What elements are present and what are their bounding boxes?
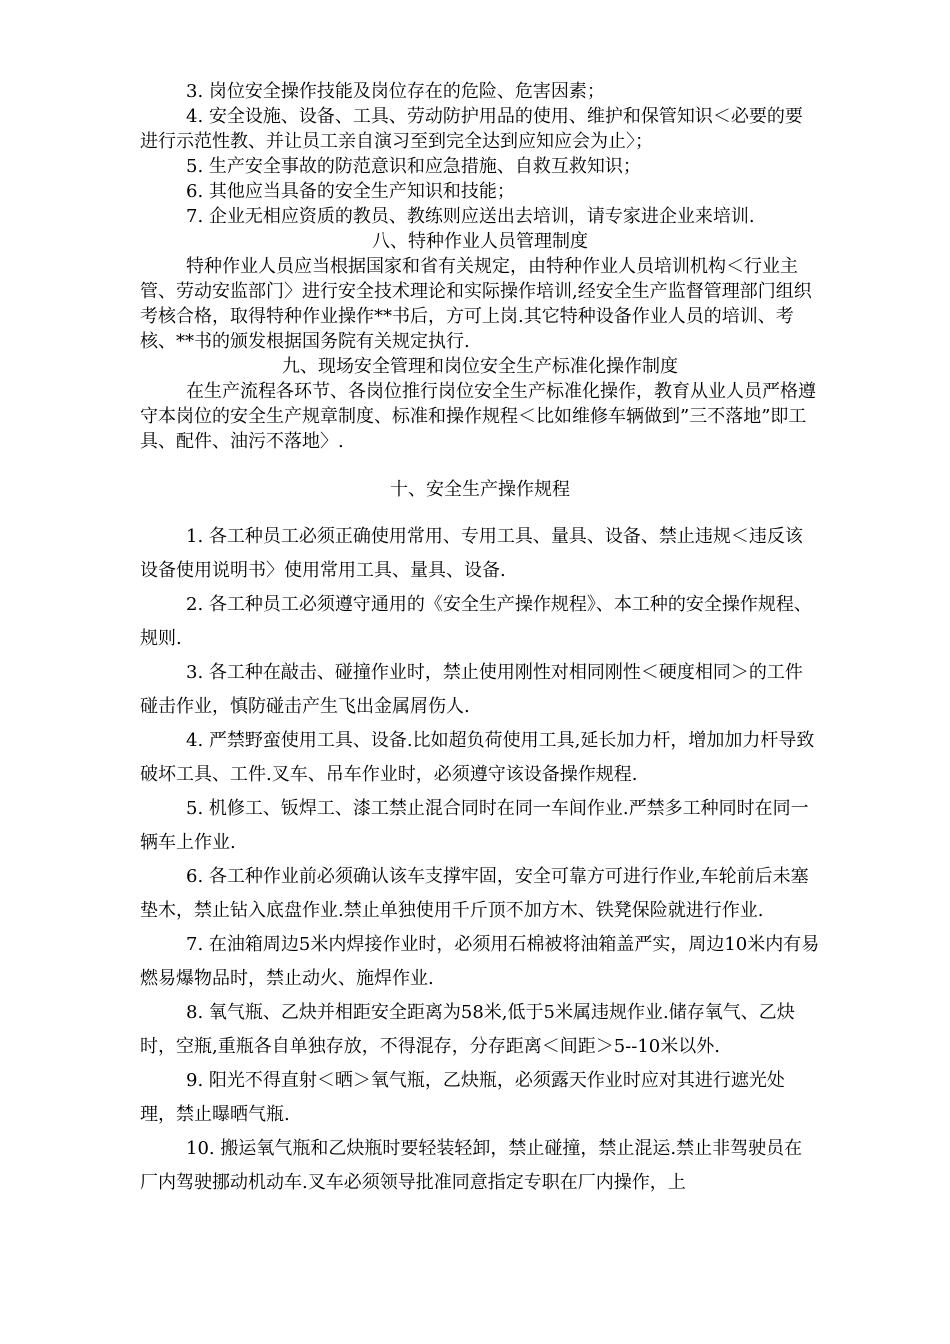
list-item: 8. 氧气瓶、乙炔并相距安全距离为58米,低于5米属违规作业.储存氧气、乙炔时，空瓶,重瓶各自单独存放，不得混存，分存距离＜间距＞5--10米以外.	[140, 1002, 795, 1057]
list-item: 2. 各工种员工必须遵守通用的《安全生产操作规程》、本工种的安全操作规程、规则.	[140, 594, 812, 649]
list-item: 3. 岗位安全操作技能及岗位存在的危险、危害因素；	[186, 81, 605, 102]
lower-text-block	[140, 473, 820, 1200]
list-item: 5. 生产安全事故的防范意识和应急措施、自救互救知识；	[186, 156, 641, 177]
list-item: 4. 严禁野蛮使用工具、设备.比如超负荷使用工具,延长加力杆，增加加力杆导致破坏工具、工件.叉车、吊车作业时，必须遵守该设备操作规程.	[140, 730, 815, 785]
list-item: 10. 搬运氧气瓶和乙炔瓶时要轻装轻卸，禁止碰撞，禁止混运.禁止非驾驶员在厂内驾驶挪动机动车.叉车必须领导批准同意指定专职在厂内操作，上	[140, 1138, 803, 1193]
section-heading-9: 九、现场安全管理和岗位安全生产标准化操作制度	[282, 356, 678, 377]
section-body-8: 特种作业人员应当根据国家和省有关规定，由特种作业人员培训机构＜行业主管、劳动安监部门〉进行安全技术理论和实际操作培训,经安全生产监督管理部门组织考核合格，取得特种作业操作**书后，方可上岗.其它特种设备作业人员的培训、考核、**书的颁发根据国务院有关规定执行.	[140, 256, 812, 352]
upper-text-block	[140, 79, 820, 454]
section-heading-8: 八、特种作业人员管理制度	[372, 231, 588, 252]
list-item: 5. 机修工、钣焊工、漆工禁止混合同时在同一车间作业.严禁多工种同时在同一辆车上作业.	[140, 798, 809, 853]
section-body-9: 在生产流程各环节、各岗位推行岗位安全生产标准化操作，教育从业人员严格遵守本岗位的安全生产规章制度、标准和操作规程＜比如维修车辆做到”三不落地”即工具、配件、油污不落地〉.	[140, 381, 816, 452]
list-item: 4. 安全设施、设备、工具、劳动防护用品的使用、维护和保管知识＜必要的要进行示范性教、并让员工亲自演习至到完全达到应知应会为止〉；	[140, 106, 803, 152]
list-item: 6. 其他应当具备的安全生产知识和技能；	[186, 181, 515, 202]
list-item: 1. 各工种员工必须正确使用常用、专用工具、量具、设备、禁止违规＜违反该设备使用说明书〉使用常用工具、量具、设备.	[140, 526, 803, 581]
list-item: 7. 在油箱周边5米内焊接作业时，必须用石棉被将油箱盖严实，周边10米内有易燃易爆物品时，禁止动火、施焊作业.	[140, 934, 820, 989]
list-item: 9. 阳光不得直射＜晒＞氧气瓶，乙炔瓶，必须露天作业时应对其进行遮光处理，禁止曝晒气瓶.	[140, 1070, 785, 1125]
list-item: 3. 各工种在敲击、碰撞作业时，禁止使用刚性对相同刚性＜硬度相同＞的工件碰击作业，慎防碰击产生飞出金属屑伤人.	[140, 662, 803, 717]
list-item: 7. 企业无相应资质的教员、教练则应送出去培训，请专家进企业来培训.	[186, 206, 755, 227]
list-item: 6. 各工种作业前必须确认该车支撑牢固，安全可靠方可进行作业,车轮前后未塞垫木，禁止钻入底盘作业.禁止单独使用千斤顶不加方木、铁凳保险就进行作业.	[140, 866, 809, 921]
section-heading-10: 十、安全生产操作规程	[390, 479, 570, 500]
